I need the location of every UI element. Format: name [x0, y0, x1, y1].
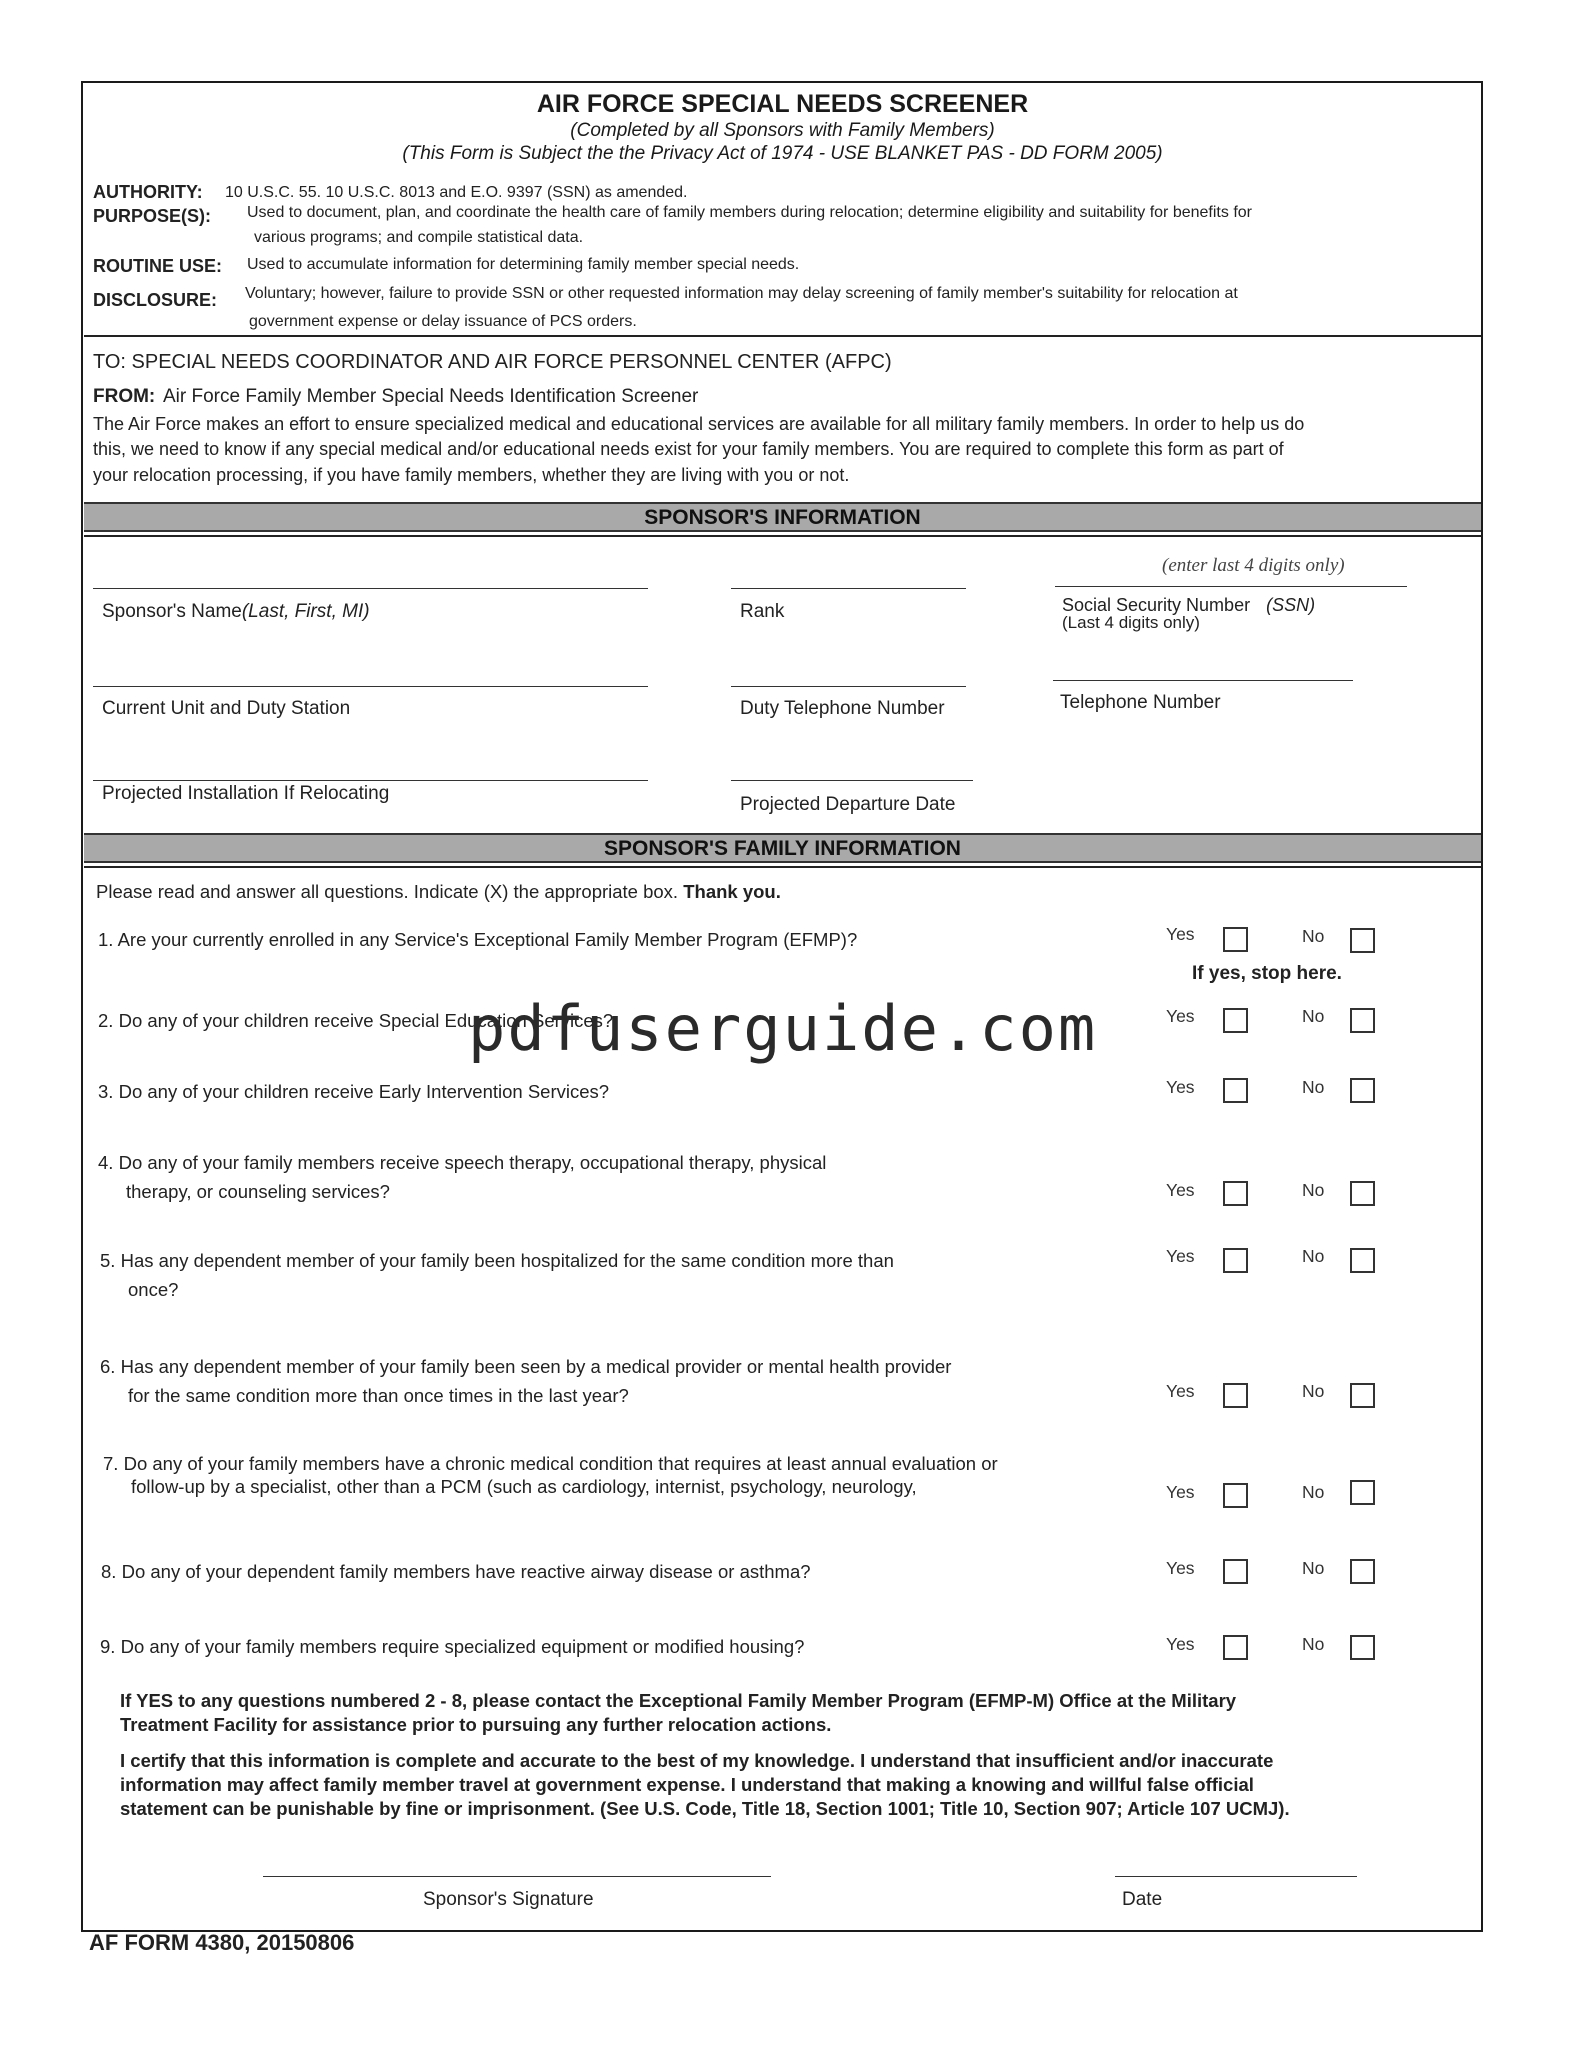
certify-3: statement can be punishable by fine or imprisonment. (See U.S. Code, Title 18, Section 1001; Title 10, Section 907; Article 107 UCMJ).	[120, 1798, 1290, 1819]
duty-phone-label: Duty Telephone Number	[740, 698, 945, 719]
question-7: 7. Do any of your family members have a chronic medical condition that requires at least annual evaluation or follow-up by a specialist, other than a PCM (such as cardiology, internist, psychology, neurology,	[103, 1453, 998, 1497]
installation-line[interactable]	[93, 780, 648, 781]
q4-no-label: No	[1302, 1180, 1325, 1200]
routine-use-text: Used to accumulate information for determining family member special needs.	[247, 256, 800, 273]
certify-1: I certify that this information is complete and accurate to the best of my knowledge. I understand that insufficient and/or inaccurate	[120, 1750, 1274, 1771]
efmp-note-2: Treatment Facility for assistance prior to pursuing any further relocation actions.	[120, 1714, 832, 1735]
purpose-label: PURPOSE(S):	[93, 206, 212, 226]
memo-to: TO: SPECIAL NEEDS COORDINATOR AND AIR FORCE PERSONNEL CENTER (AFPC)	[93, 351, 892, 373]
q8-yes-checkbox[interactable]	[1223, 1559, 1248, 1584]
q7-no-checkbox[interactable]	[1350, 1480, 1375, 1505]
purpose-text-1: Used to document, plan, and coordinate the health care of family members during relocation; determine eligibility and suitability for benefits for	[247, 204, 1252, 221]
ssn-hint: (enter last 4 digits only)	[1162, 555, 1345, 576]
q1-no-checkbox[interactable]	[1350, 928, 1375, 953]
memo-intro-2: this, we need to know if any special medical and/or educational needs exist for your family members. You are required to complete this form as part of	[93, 439, 1284, 459]
departure-line[interactable]	[731, 780, 973, 781]
q9-yes-checkbox[interactable]	[1223, 1635, 1248, 1660]
q3-yes-checkbox[interactable]	[1223, 1078, 1248, 1103]
stop-note: If yes, stop here.	[1192, 963, 1342, 984]
q4-yes-checkbox[interactable]	[1223, 1181, 1248, 1206]
question-5: 5. Has any dependent member of your family been hospitalized for the same condition more than once?	[100, 1250, 894, 1300]
q5-yes-label: Yes	[1166, 1246, 1195, 1266]
section-divider	[84, 535, 1481, 537]
unit-line[interactable]	[93, 686, 648, 687]
memo-intro-1: The Air Force makes an effort to ensure specialized medical and educational services are available for all military family members. In order to help us do	[93, 414, 1305, 434]
q7-yes-checkbox[interactable]	[1223, 1483, 1248, 1508]
form-title: AIR FORCE SPECIAL NEEDS SCREENER	[536, 90, 1029, 118]
date-line[interactable]	[1115, 1876, 1357, 1877]
family-info-title: SPONSOR'S FAMILY INFORMATION	[604, 837, 961, 860]
purpose-text-2: various programs; and compile statistical data.	[254, 229, 584, 246]
rank-line[interactable]	[731, 588, 966, 589]
authority-label: AUTHORITY:	[93, 182, 203, 202]
sponsor-info-header	[84, 502, 1481, 532]
q8-yes-label: Yes	[1166, 1558, 1195, 1578]
family-instructions: Please read and answer all questions. Indicate (X) the appropriate box. Thank you.	[96, 881, 781, 902]
sponsor-info-title: SPONSOR'S INFORMATION	[644, 506, 921, 529]
question-4: 4. Do any of your family members receive speech therapy, occupational therapy, physical therapy, or counseling services?	[98, 1152, 827, 1202]
signature-line[interactable]	[263, 1876, 771, 1877]
departure-label: Projected Departure Date	[740, 794, 956, 815]
q2-no-checkbox[interactable]	[1350, 1008, 1375, 1033]
signature-label: Sponsor's Signature	[423, 1889, 594, 1910]
certify-2: information may affect family member travel at government expense. I understand that making a knowing and willful false official	[120, 1774, 1254, 1795]
question-2: 2. Do any of your children receive Special Education Services?	[98, 1010, 614, 1031]
q1-yes-checkbox[interactable]	[1223, 927, 1248, 952]
question-3: 3. Do any of your children receive Early Intervention Services?	[98, 1081, 610, 1102]
phone-line[interactable]	[1053, 680, 1353, 681]
q6-yes-checkbox[interactable]	[1223, 1383, 1248, 1408]
unit-label: Current Unit and Duty Station	[102, 698, 351, 719]
q5-yes-checkbox[interactable]	[1223, 1248, 1248, 1273]
privacy-act-note: (This Form is Subject the the Privacy Act of 1974 - USE BLANKET PAS - DD FORM 2005)	[402, 143, 1163, 164]
q4-yes-label: Yes	[1166, 1180, 1195, 1200]
watermark: pdfuserguide.com	[468, 992, 1098, 1065]
ssn-sublabel: (Last 4 digits only)	[1062, 613, 1200, 632]
question-8: 8. Do any of your dependent family members have reactive airway disease or asthma?	[101, 1561, 811, 1582]
q1-no-label: No	[1302, 926, 1325, 946]
q6-yes-label: Yes	[1166, 1381, 1195, 1401]
memo-from-label: FROM:	[93, 386, 156, 407]
q9-no-label: No	[1302, 1634, 1325, 1654]
form-subtitle: (Completed by all Sponsors with Family Members)	[570, 120, 995, 141]
disclosure-label: DISCLOSURE:	[93, 290, 218, 310]
memo-from-text: Air Force Family Member Special Needs Identification Screener	[163, 386, 699, 407]
rank-label: Rank	[740, 601, 785, 622]
disclosure-text-1: Voluntary; however, failure to provide SSN or other requested information may delay screening of family member's suitability for relocation at	[245, 285, 1238, 302]
phone-label: Telephone Number	[1060, 692, 1221, 713]
q6-no-label: No	[1302, 1381, 1325, 1401]
sponsor-name-line[interactable]	[93, 588, 648, 589]
q1-yes-label: Yes	[1166, 924, 1195, 944]
q2-no-label: No	[1302, 1006, 1325, 1026]
ssn-line[interactable]	[1055, 586, 1407, 587]
date-label: Date	[1122, 1889, 1163, 1910]
q2-yes-checkbox[interactable]	[1223, 1008, 1248, 1033]
routine-use-label: ROUTINE USE:	[93, 256, 223, 276]
q6-no-checkbox[interactable]	[1350, 1383, 1375, 1408]
q8-no-label: No	[1302, 1558, 1325, 1578]
q8-no-checkbox[interactable]	[1350, 1559, 1375, 1584]
efmp-note-1: If YES to any questions numbered 2 - 8, please contact the Exceptional Family Member Program (EFMP-M) Office at the Military	[120, 1690, 1237, 1711]
q3-no-label: No	[1302, 1077, 1325, 1097]
form-number: AF FORM 4380, 20150806	[89, 1930, 355, 1955]
duty-phone-line[interactable]	[731, 686, 966, 687]
disclosure-text-2: government expense or delay issuance of PCS orders.	[249, 313, 637, 330]
ssn-label: Social Security Number (SSN)	[1062, 595, 1316, 615]
q5-no-checkbox[interactable]	[1350, 1248, 1375, 1273]
question-9: 9. Do any of your family members require specialized equipment or modified housing?	[100, 1636, 805, 1657]
q9-yes-label: Yes	[1166, 1634, 1195, 1654]
installation-label: Projected Installation If Relocating	[102, 783, 390, 804]
authority-text: 10 U.S.C. 55. 10 U.S.C. 8013 and E.O. 9397 (SSN) as amended.	[225, 184, 688, 201]
q5-no-label: No	[1302, 1246, 1325, 1266]
q9-no-checkbox[interactable]	[1350, 1635, 1375, 1660]
q7-no-label: No	[1302, 1482, 1325, 1502]
q3-yes-label: Yes	[1166, 1077, 1195, 1097]
question-6: 6. Has any dependent member of your family been seen by a medical provider or mental health provider for the same condition more than once times in the last year?	[100, 1356, 952, 1406]
question-1: 1. Are your currently enrolled in any Service's Exceptional Family Member Program (EFMP)?	[98, 929, 858, 950]
q4-no-checkbox[interactable]	[1350, 1181, 1375, 1206]
sponsor-name-label: Sponsor's Name(Last, First, MI)	[102, 601, 370, 622]
q7-yes-label: Yes	[1166, 1482, 1195, 1502]
section-divider	[84, 335, 1481, 337]
memo-intro-3: your relocation processing, if you have family members, whether they are living with you or not.	[93, 465, 850, 485]
family-info-header	[84, 833, 1481, 863]
q2-yes-label: Yes	[1166, 1006, 1195, 1026]
q3-no-checkbox[interactable]	[1350, 1078, 1375, 1103]
section-divider	[84, 866, 1481, 868]
